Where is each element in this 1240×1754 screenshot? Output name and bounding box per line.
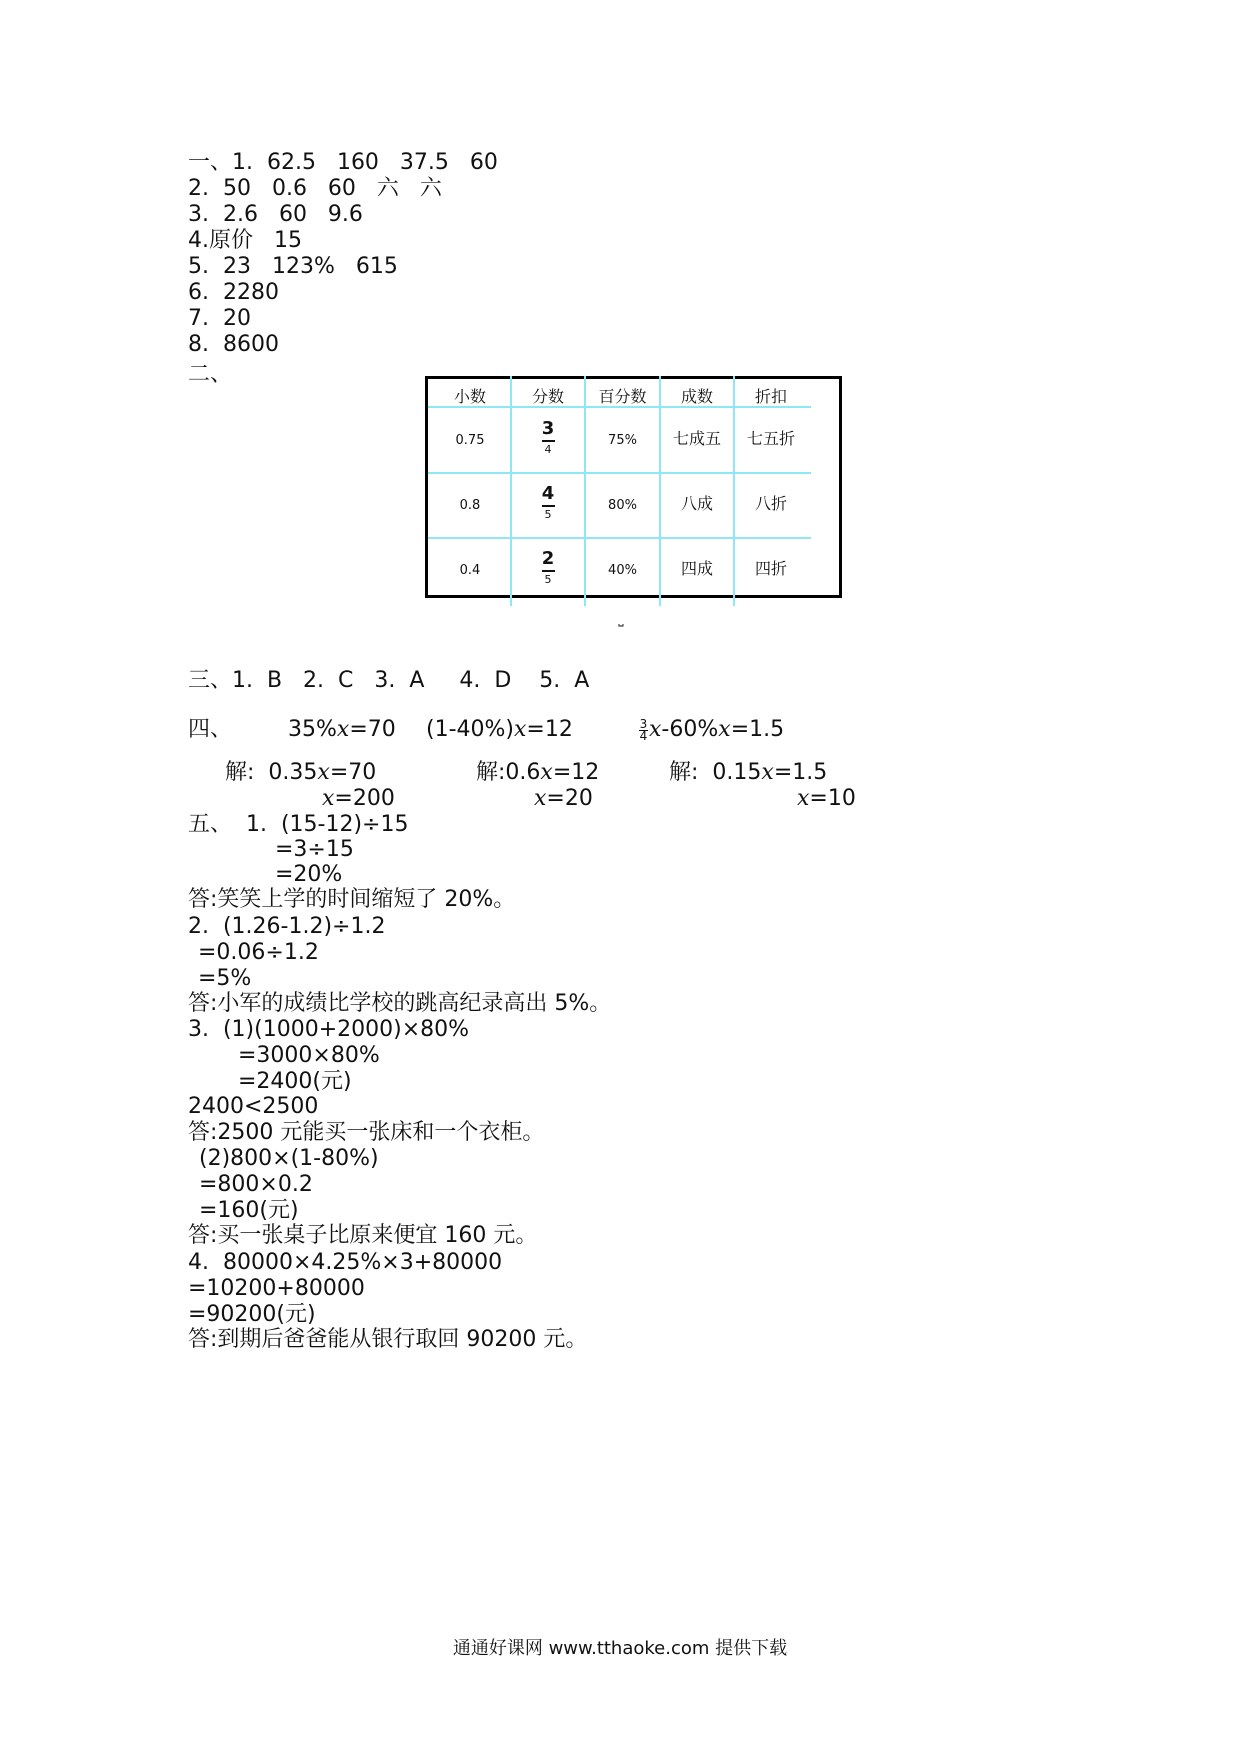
answer-5: 答:到期后爸爸能从银行取回 90200 元。 — [188, 1327, 588, 1352]
header-decimal: 小数 — [453, 387, 486, 406]
part1-line-5: 5. 23 123% 615 — [188, 254, 398, 279]
part5-line-7: 3. (1)(1000+2000)×80% — [188, 1017, 470, 1042]
answer-4: 答:买一张桌子比原来便宜 160 元。 — [188, 1223, 538, 1248]
part5-line-11: (2)800×(1-80%) — [199, 1146, 379, 1171]
header-zhe: 折扣 — [754, 387, 787, 406]
part1-line-1: 一、1. 62.5 160 37.5 60 — [188, 150, 498, 175]
cell-cheng: 八成 — [680, 494, 713, 513]
part5-line-9: =2400(元) — [238, 1069, 352, 1094]
cell-fraction — [536, 550, 560, 585]
fraction-numerator: 3 — [541, 418, 555, 439]
part1-line-6: 6. 2280 — [188, 280, 279, 305]
cell-cheng: 四成 — [680, 559, 713, 578]
part5-line-10: 2400<2500 — [188, 1094, 319, 1119]
part5-line-8: =3000×80% — [238, 1043, 380, 1068]
cell-fraction — [536, 420, 560, 455]
fraction-denominator: 5 — [544, 508, 552, 521]
table-divider — [428, 537, 811, 539]
part5-line-4: 2. (1.26-1.2)÷1.2 — [188, 914, 386, 939]
solution-1-result: x=200 — [322, 786, 395, 811]
cell-zhe: 四折 — [754, 559, 787, 578]
solution-2: 解:0.6x=12 — [476, 760, 600, 785]
header-fraction: 分数 — [531, 387, 564, 406]
cell-zhe: 八折 — [754, 494, 787, 513]
fraction-numerator: 4 — [541, 483, 555, 504]
fraction-denominator: 4 — [544, 443, 552, 456]
equation-1: 35%x=70 — [288, 717, 396, 742]
part1-line-4: 4.原价 15 — [188, 228, 302, 253]
equation-2: (1-40%)x=12 — [426, 717, 573, 742]
solution-3-result: x=10 — [797, 786, 856, 811]
answer-2: 答:小军的成绩比学校的跳高纪录高出 5%。 — [188, 991, 612, 1016]
cell-decimal: 0.4 — [459, 563, 481, 578]
part3-answers: 三、1. B 2. C 3. A 4. D 5. A — [188, 668, 590, 693]
header-percent: 百分数 — [598, 387, 647, 406]
fraction-numerator: 2 — [541, 548, 555, 569]
cell-percent: 75% — [608, 433, 637, 448]
part5-line-6: =5% — [198, 966, 252, 991]
part5-line-16: =90200(元) — [188, 1302, 316, 1327]
solution-2-result: x=20 — [534, 786, 593, 811]
part5-line-1: 五、 1. (15-12)÷15 — [188, 812, 409, 837]
placeholder-mark: ⎵ — [618, 612, 624, 627]
part4-label: 四、 — [188, 717, 233, 742]
part5-line-2: =3÷15 — [275, 837, 354, 862]
cell-percent: 40% — [608, 563, 637, 578]
part1-line-3: 3. 2.6 60 9.6 — [188, 202, 363, 227]
table-divider — [428, 472, 811, 474]
cell-decimal: 0.75 — [455, 433, 485, 448]
answer-1: 答:笑笑上学的时间缩短了 20%。 — [188, 887, 516, 912]
part5-line-12: =800×0.2 — [199, 1172, 313, 1197]
part5-line-13: =160(元) — [199, 1198, 299, 1223]
header-cheng: 成数 — [680, 387, 713, 406]
answer-3: 答:2500 元能买一张床和一个衣柜。 — [188, 1120, 545, 1145]
part5-line-3: =20% — [275, 862, 343, 887]
cell-percent: 80% — [608, 498, 637, 513]
part1-line-7: 7. 20 — [188, 306, 251, 331]
part1-line-2: 2. 50 0.6 60 六 六 — [188, 176, 442, 201]
part5-line-14: 4. 80000×4.25%×3+80000 — [188, 1250, 503, 1275]
cell-fraction — [536, 485, 560, 520]
cell-cheng: 七成五 — [672, 429, 721, 448]
footer-text: 通通好课网 www.tthaoke.com 提供下载 — [452, 1638, 788, 1659]
part1-line-8: 8. 8600 — [188, 332, 279, 357]
solution-1: 解: 0.35x=70 — [225, 760, 377, 785]
part2-label: 二、 — [188, 362, 233, 387]
part5-line-15: =10200+80000 — [188, 1276, 365, 1301]
equation-fraction: $\frac{3}{4}$ — [639, 716, 648, 743]
table-divider — [510, 376, 512, 606]
part5-line-5: =0.06÷1.2 — [198, 940, 319, 965]
fraction-denominator: 5 — [544, 573, 552, 586]
solution-3: 解: 0.15x=1.5 — [669, 760, 828, 785]
cell-zhe: 七五折 — [746, 429, 795, 448]
equation-3: $\frac{3}{4}$ x-60%x=1.5 — [639, 716, 785, 743]
cell-decimal: 0.8 — [459, 498, 481, 513]
